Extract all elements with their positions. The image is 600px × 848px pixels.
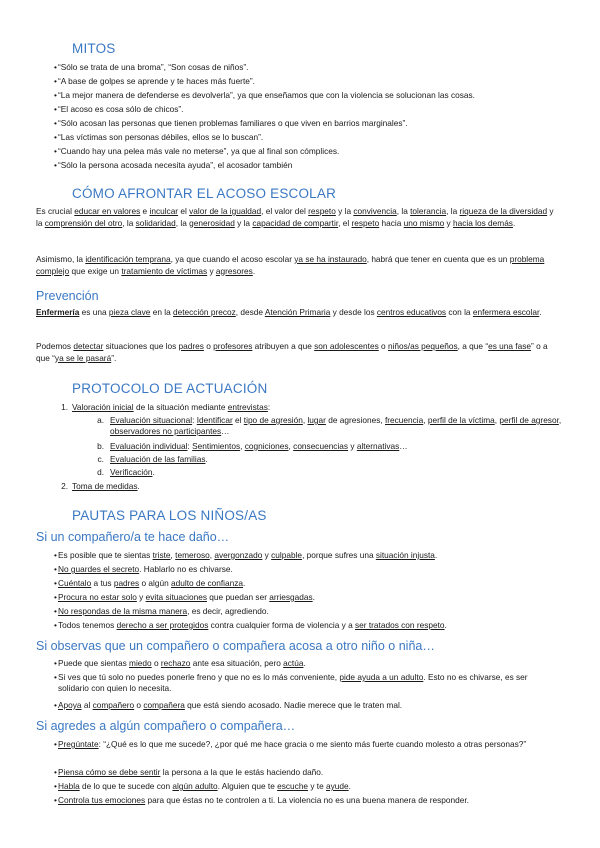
list-item	[58, 564, 233, 574]
underlined-term: compañera	[143, 700, 185, 710]
underlined-term: niños/as pequeños	[387, 341, 458, 351]
underlined-term: Enfermería	[36, 307, 80, 317]
underlined-term: ya se le pasará	[54, 352, 112, 363]
list-letter: a.	[97, 415, 104, 425]
underlined-term: generosidad	[189, 217, 235, 228]
underlined-term: Verificación	[110, 467, 153, 477]
text-run: el	[178, 206, 190, 216]
text-run: , desde	[235, 307, 265, 317]
list-item: • “Sólo la persona acosada necesita ayuda”, el acosador también	[58, 160, 292, 170]
underlined-term: lugar	[307, 415, 326, 425]
text-run: , la	[396, 206, 411, 216]
underlined-term: algún adulto	[172, 781, 218, 791]
text-run: y	[207, 265, 216, 276]
underlined-term: derecho a ser protegidos	[116, 620, 209, 630]
text-run: .	[152, 467, 155, 477]
text-run: , a que “	[457, 341, 489, 351]
text-run: a tus	[91, 578, 114, 588]
underlined-term: convivencia	[353, 206, 397, 216]
underlined-term: adulto de confianza	[171, 578, 244, 588]
text-run: e	[140, 206, 150, 216]
text-run: o	[151, 658, 161, 668]
text-run: Asimismo, la	[36, 254, 86, 264]
list-letter: b.	[97, 441, 104, 451]
text-run: , ya que cuando el acoso escolar	[170, 254, 295, 264]
underlined-term: Piensa cómo se debe sentir	[58, 767, 161, 777]
underlined-term: padres	[178, 341, 204, 351]
text-run: o	[134, 700, 144, 710]
text-run: contra cualquier forma de violencia y a	[208, 620, 356, 630]
underlined-term: respeto	[351, 217, 380, 228]
paragraph-enfermeria	[36, 307, 562, 319]
underlined-term: No guardes el secreto	[58, 564, 140, 574]
list-item-lettered	[88, 454, 570, 465]
underlined-term: detección precoz	[173, 307, 236, 317]
underlined-term: pide ayuda a un adulto	[339, 672, 424, 682]
list-text	[72, 481, 140, 491]
list-item: • “A base de golpes se aprende y te haces más fuerte”.	[58, 76, 255, 86]
underlined-term: avergonzado	[214, 550, 263, 560]
text-run: ,	[240, 441, 245, 451]
list-item-lettered	[88, 467, 570, 478]
underlined-term: observadores no participantes	[110, 426, 222, 436]
underlined-term: compañero	[92, 700, 135, 710]
text-run: , habrá que tener en cuenta que es un	[366, 254, 510, 264]
text-run: Es posible que te sientas	[58, 550, 153, 560]
text-run: .	[137, 481, 140, 491]
underlined-term: son adolescentes	[314, 341, 379, 351]
subheading-te-hace-dano: Si un compañero/a te hace daño…	[36, 530, 230, 544]
subheading-observas: Si observas que un compañero o compañera acosa a otro niño o niña…	[36, 639, 435, 653]
paragraph-valores	[36, 206, 562, 229]
list-item	[58, 781, 351, 791]
underlined-term: tolerancia	[410, 206, 447, 216]
underlined-term: ser tratados con respeto	[355, 620, 445, 630]
text-run: y	[136, 592, 146, 602]
paragraph-identificacion	[36, 254, 562, 277]
text-run: .	[348, 781, 351, 791]
list-item	[58, 620, 447, 630]
list-item	[58, 672, 528, 694]
text-run: , es decir, agrediendo.	[187, 606, 269, 616]
heading-pautas: PAUTAS PARA LOS NIÑOS/AS	[72, 508, 267, 523]
underlined-term: padres	[113, 578, 140, 588]
text-run: y te	[308, 781, 327, 791]
list-item-lettered	[88, 441, 570, 452]
underlined-term: Procura no estar solo	[58, 592, 137, 602]
list-item: • “La mejor manera de defenderse es devolverla”, ya que enseñamos que con la violencia se solucionan las cosas.	[58, 90, 475, 100]
text-run: Es crucial	[36, 206, 75, 216]
heading-afrontar: CÓMO AFRONTAR EL ACOSO ESCOLAR	[72, 186, 337, 201]
underlined-term: Sentimientos	[192, 441, 241, 451]
underlined-term: evita situaciones	[145, 592, 207, 602]
text-run: , la	[175, 217, 190, 228]
list-item: • “Cuando hay una pelea más vale no meterse”, ya que al final son cómplices.	[58, 146, 339, 156]
underlined-term: tipo de agresión	[243, 415, 303, 425]
underlined-term: No respondas de la misma manera	[58, 606, 188, 616]
text-run: el	[232, 415, 244, 425]
heading-mitos: MITOS	[72, 41, 116, 56]
underlined-term: actúa	[283, 658, 304, 668]
text-run: …	[221, 426, 230, 436]
text-run: ,	[302, 415, 308, 425]
underlined-term: enfermera escolar	[472, 307, 540, 317]
underlined-term: Evaluación individual	[110, 441, 188, 451]
text-run: .	[205, 454, 208, 464]
subheading-agredes: Si agredes a algún compañero o compañera…	[36, 719, 296, 733]
text-run: , el	[338, 217, 352, 228]
list-text	[72, 402, 270, 412]
text-run: y la	[335, 206, 354, 216]
underlined-term: cogniciones	[244, 441, 289, 451]
list-text	[110, 441, 408, 451]
list-item	[58, 578, 245, 588]
text-run: ,	[558, 415, 562, 425]
underlined-term: Atención Primaria	[264, 307, 331, 317]
text-run: o	[378, 341, 388, 351]
underlined-term: valor de la igualdad	[189, 206, 262, 216]
text-run: ,	[170, 550, 176, 560]
underlined-term: Habla	[58, 781, 80, 791]
underlined-term: educar en valores	[74, 206, 141, 216]
text-run: de lo que te sucede con	[79, 781, 173, 791]
text-run: Todos tenemos	[58, 620, 117, 630]
text-run: que puedan ser	[206, 592, 270, 602]
text-run: , la	[122, 217, 136, 228]
text-run: . Alguien que te	[217, 781, 278, 791]
list-item-lettered	[88, 415, 570, 437]
underlined-term: rechazo	[160, 658, 191, 668]
text-run: ,	[423, 415, 428, 425]
heading-protocolo: PROTOCOLO DE ACTUACIÓN	[72, 381, 268, 396]
underlined-term: respeto	[308, 206, 336, 216]
underlined-term: inculcar	[149, 206, 179, 216]
list-item: • “El acoso es cosa sólo de chicos”.	[58, 104, 183, 114]
text-run: ,	[494, 415, 500, 425]
text-run: Si ves que tú solo no puedes ponerle freno y que no es lo más conveniente,	[58, 672, 340, 682]
paragraph-detectar	[36, 341, 562, 364]
text-run: .	[434, 550, 438, 560]
text-run: .	[252, 265, 256, 276]
text-run: ,	[209, 550, 215, 560]
underlined-term: Pregúntate	[58, 739, 99, 749]
underlined-term: centros educativos	[376, 307, 447, 317]
underlined-term: perfil de agresor	[499, 415, 559, 425]
text-run: la persona a la que le estás haciendo daño.	[160, 767, 324, 777]
list-item	[58, 658, 306, 668]
heading-prevencion: Prevención	[36, 289, 99, 303]
text-run: de la situación mediante	[133, 402, 228, 412]
text-run: y	[444, 217, 453, 228]
underlined-term: Evaluación situacional	[110, 415, 193, 425]
text-run: .	[243, 578, 246, 588]
list-item	[58, 795, 469, 805]
underlined-term: Valoración inicial	[72, 402, 134, 412]
underlined-term: identificación temprana	[85, 254, 171, 264]
text-run: .	[303, 658, 306, 668]
text-run: . Hablarlo no es chivarse.	[139, 564, 233, 574]
underlined-term: riqueza de la diversidad	[459, 206, 548, 216]
text-run: o	[203, 341, 214, 351]
list-item	[58, 606, 269, 616]
list-item: • “Sólo se trata de una broma”, “Son cosas de niños”.	[58, 62, 248, 72]
text-run: , el valor del	[261, 206, 309, 216]
list-item	[58, 550, 437, 560]
text-run: .	[444, 620, 447, 630]
underlined-term: alternativas	[356, 441, 400, 451]
underlined-term: es una fase	[488, 341, 531, 351]
list-text	[110, 454, 208, 464]
underlined-term: Cuéntalo	[58, 578, 92, 588]
text-run: y la	[36, 206, 554, 228]
underlined-term: frecuencia	[384, 415, 424, 425]
text-run: es una	[79, 307, 109, 317]
text-run: de agresiones,	[325, 415, 385, 425]
text-run: . Esto no es chivarse, es ser solidario con quien lo necesita.	[58, 672, 528, 693]
list-item	[58, 739, 528, 750]
text-run: Podemos	[36, 341, 74, 351]
text-run: en la	[150, 307, 174, 317]
text-run: ” o a que “	[36, 341, 548, 363]
underlined-term: escuche	[277, 781, 309, 791]
underlined-term: hacia los demás	[453, 217, 513, 228]
underlined-term: tratamiento de víctimas	[121, 265, 208, 276]
text-run: con la	[446, 307, 473, 317]
list-item	[58, 592, 315, 602]
text-run: Puede que sientas	[58, 658, 130, 668]
text-run: .	[312, 592, 315, 602]
list-letter: d.	[97, 467, 104, 477]
underlined-term: agresores	[215, 265, 253, 276]
text-run: o algún	[139, 578, 172, 588]
text-run: y la	[234, 217, 253, 228]
list-text	[110, 415, 561, 436]
list-item-numbered	[52, 402, 572, 413]
text-run: que está siendo acosado. Nadie merece que le traten mal.	[184, 700, 403, 710]
underlined-term: arriesgadas	[269, 592, 313, 602]
list-item	[58, 700, 402, 710]
text-run: :	[187, 441, 193, 451]
text-run: atribuyen a que	[252, 341, 315, 351]
underlined-term: Evaluación de las familias	[110, 454, 206, 464]
underlined-term: Identificar	[196, 415, 233, 425]
list-number: 2.	[61, 481, 68, 491]
underlined-term: Apoya	[58, 700, 82, 710]
underlined-term: triste	[152, 550, 171, 560]
underlined-term: perfil de la víctima	[427, 415, 495, 425]
underlined-term: temeroso	[175, 550, 210, 560]
text-run: :	[267, 402, 271, 412]
text-run: ante esa situación, pero	[190, 658, 284, 668]
text-run: que exige un	[69, 265, 122, 276]
underlined-term: profesores	[213, 341, 253, 351]
underlined-term: comprensión del otro	[44, 217, 123, 228]
underlined-term: consecuencias	[293, 441, 349, 451]
text-run: …	[399, 441, 408, 451]
list-item	[58, 767, 323, 777]
text-run: ”.	[111, 352, 117, 363]
underlined-term: solidaridad	[135, 217, 176, 228]
underlined-term: Toma de medidas	[72, 481, 138, 491]
text-run: y desde los	[330, 307, 377, 317]
text-run: :	[192, 415, 197, 425]
underlined-term: miedo	[129, 658, 152, 668]
underlined-term: capacidad de compartir	[252, 217, 339, 228]
list-item-numbered	[52, 481, 572, 492]
text-run: : “¿Qué es lo que me sucede?, ¿por qué me hace gracia o me siento más fuerte cuando molesto a otras personas?”	[98, 739, 527, 749]
text-run: situaciones que los	[103, 341, 179, 351]
list-item: • “Sólo acosan las personas que tienen problemas familiares o que viven en barrios marginales”.	[58, 118, 408, 128]
underlined-term: entrevistas	[227, 402, 268, 412]
text-run: al	[81, 700, 93, 710]
text-run: .	[539, 307, 542, 317]
underlined-term: problema complejo	[36, 254, 545, 276]
text-run: para que éstas no te controlen a ti. La violencia no es una buena manera de responder.	[145, 795, 469, 805]
list-text	[110, 467, 155, 477]
underlined-term: detectar	[73, 341, 104, 351]
underlined-term: Controla tus emociones	[58, 795, 146, 805]
underlined-term: uno mismo	[403, 217, 445, 228]
list-number: 1.	[61, 402, 68, 412]
underlined-term: ayude	[326, 781, 349, 791]
underlined-term: pieza clave	[108, 307, 151, 317]
text-run: y	[262, 550, 272, 560]
text-run: ,	[288, 441, 294, 451]
text-run: , porque sufres una	[302, 550, 376, 560]
text-run: y	[348, 441, 357, 451]
text-run: , la	[446, 206, 460, 216]
underlined-term: situación injusta	[375, 550, 435, 560]
underlined-term: ya se ha instaurado	[294, 254, 367, 264]
text-run: .	[512, 217, 516, 228]
list-item: • “Las víctimas son personas débiles, ellos se lo buscan”.	[58, 132, 263, 142]
text-run: hacia	[379, 217, 404, 228]
underlined-term: culpable	[271, 550, 303, 560]
list-letter: c.	[97, 454, 104, 464]
